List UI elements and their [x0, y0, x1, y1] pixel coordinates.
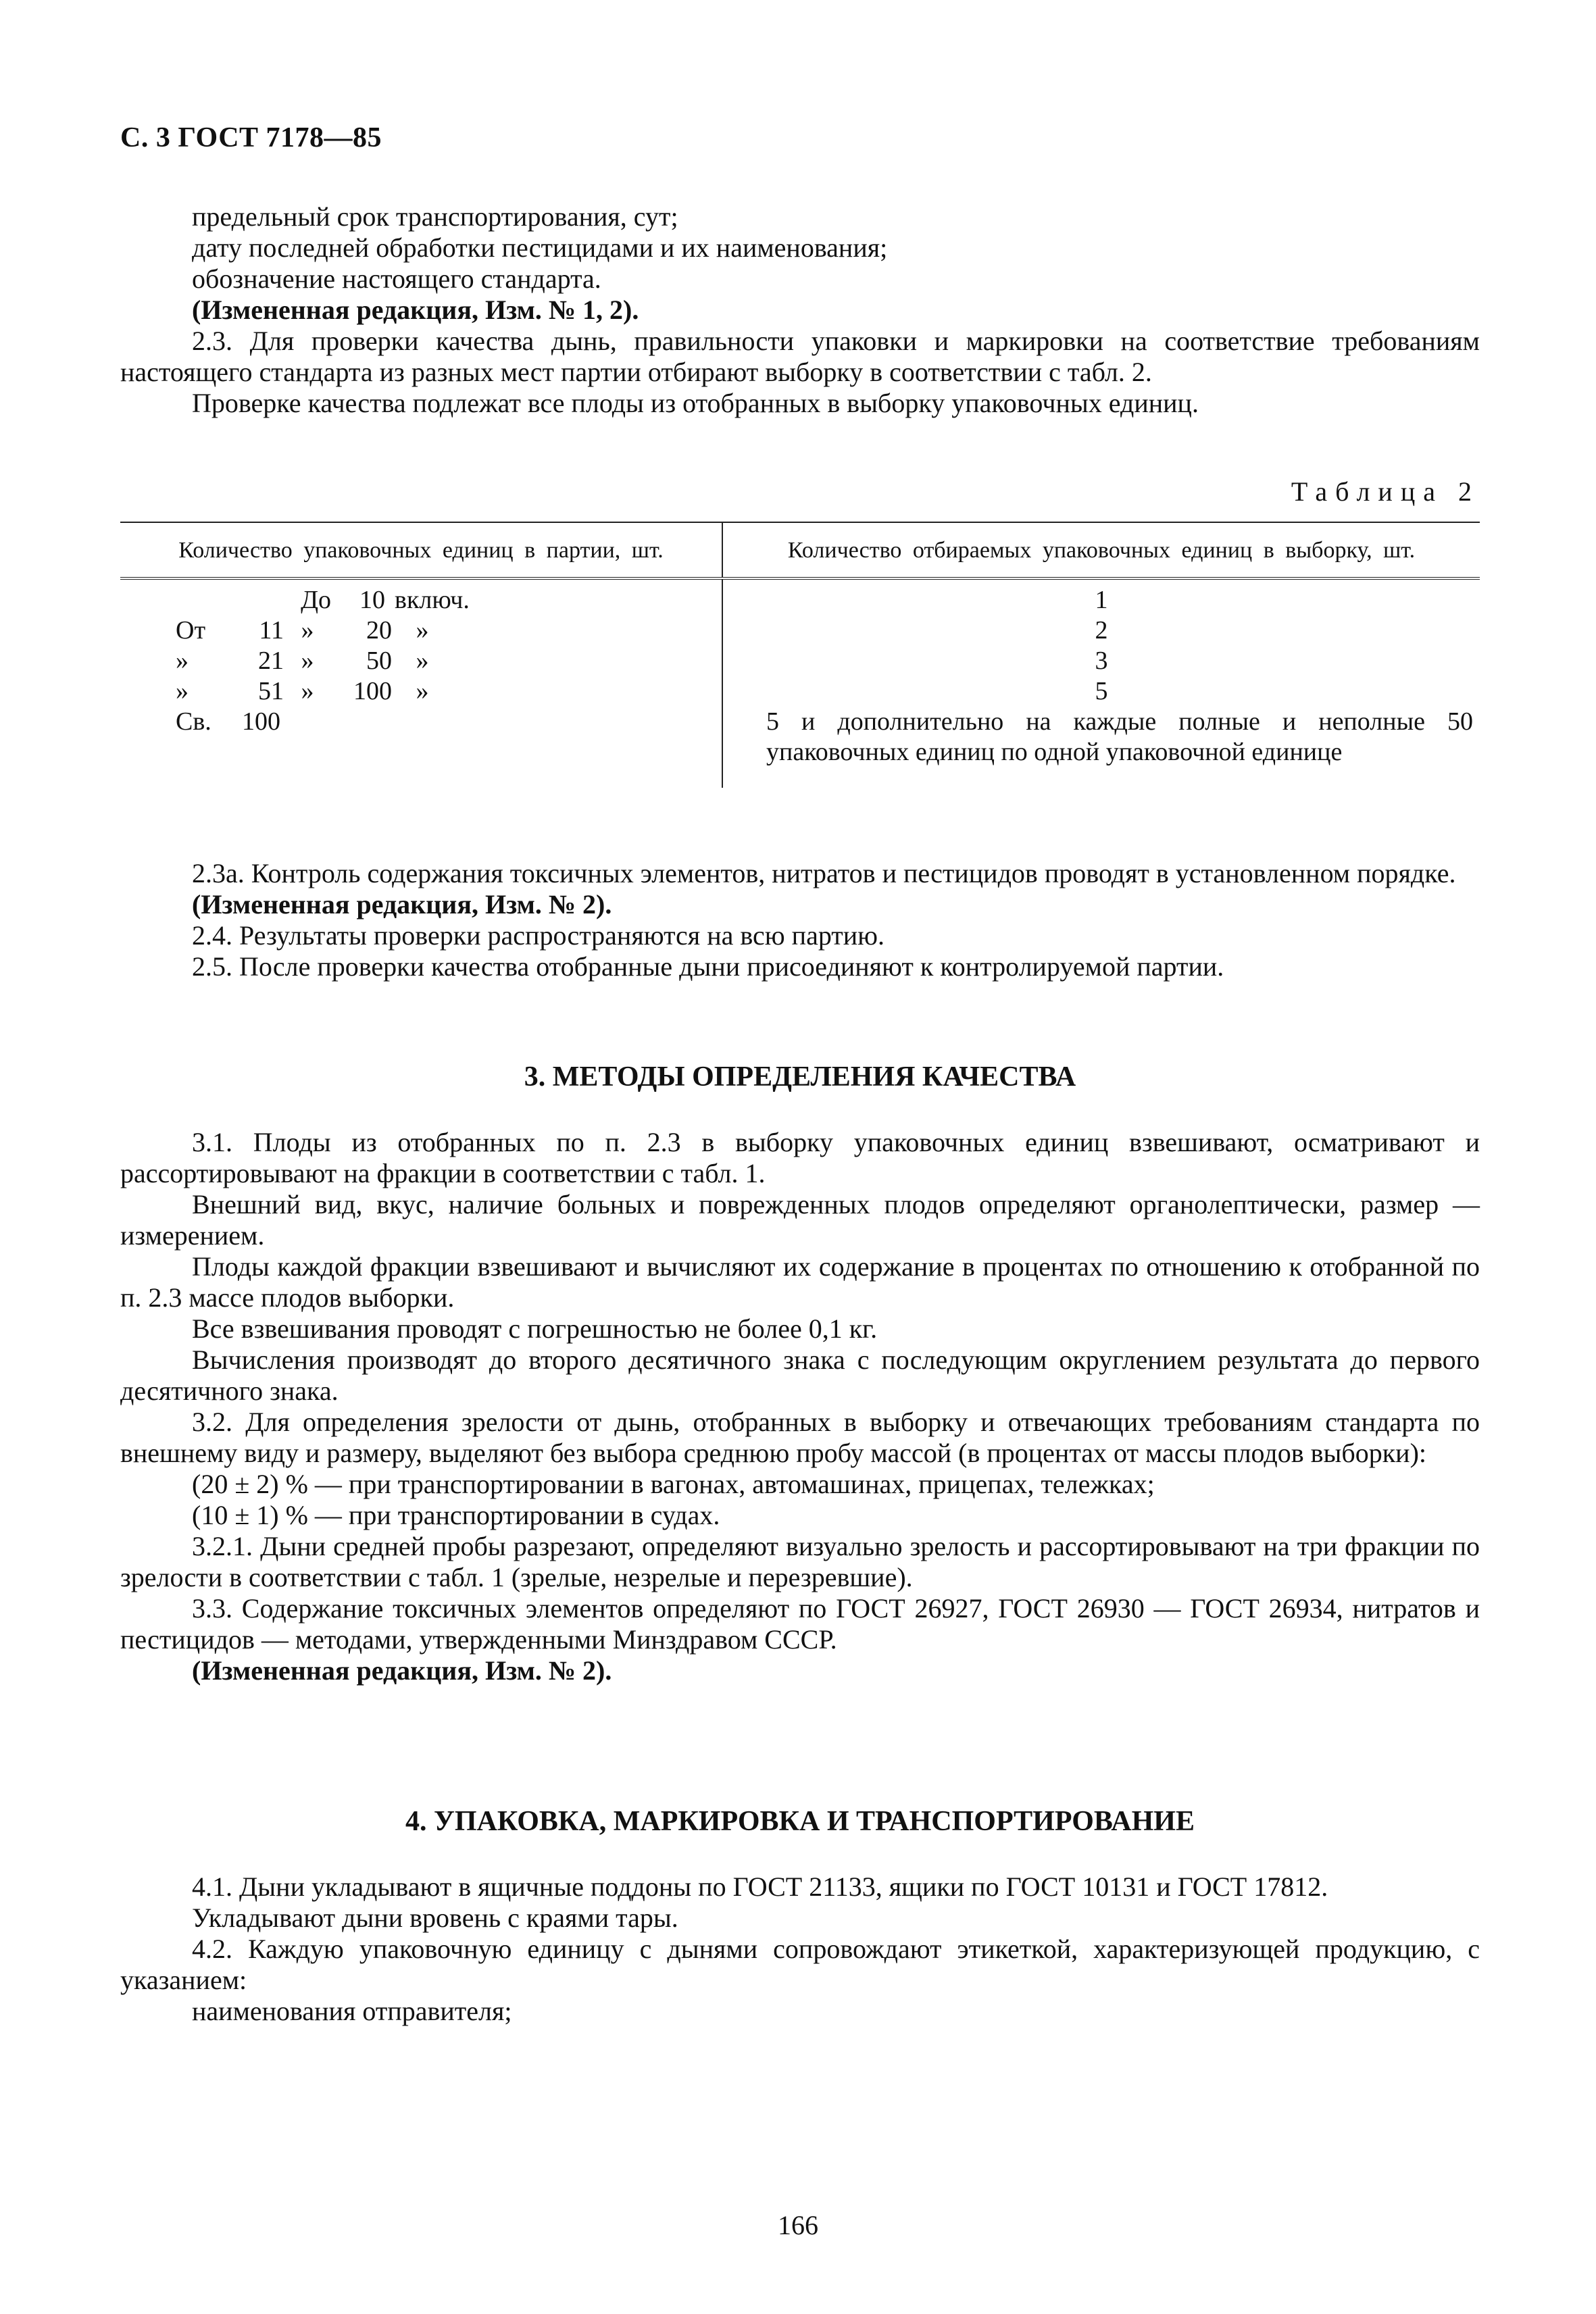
range-from: 11	[259, 616, 284, 645]
table-2	[120, 522, 1480, 788]
paragraph: Проверке качества подлежат все плоды из отобранных в выборку упаковочных единиц.	[192, 388, 1199, 418]
range-to: 50	[366, 647, 392, 675]
section-title: 4. УПАКОВКА, МАРКИРОВКА И ТРАНСПОРТИРОВАНИЕ	[405, 1806, 1195, 1837]
table-header-row	[120, 522, 1480, 578]
paragraph: 2.3. Для проверки качества дынь, правильности упаковки и маркировки на соответствие требованиям настоящего стандарта из разных мест партии отбирают выборку в соответствии с табл. 2.	[120, 326, 1480, 387]
column-header: Количество отбираемых упаковочных единиц в выборку, шт.	[787, 538, 1416, 563]
range-prefix: »	[176, 647, 189, 675]
paragraph: 2.3а. Контроль содержания токсичных элементов, нитратов и пестицидов проводят в установленном порядке.	[192, 858, 1456, 888]
top-block	[120, 201, 1480, 419]
paragraph: 2.4. Результаты проверки распространяются на всю партию.	[192, 920, 885, 951]
section-title: 3. МЕТОДЫ ОПРЕДЕЛЕНИЯ КАЧЕСТВА	[524, 1061, 1076, 1092]
page-number: 166	[778, 2210, 818, 2240]
table-cell-range	[120, 578, 722, 788]
table-caption: Таблица 2	[1291, 476, 1480, 507]
range-suffix: »	[416, 616, 429, 645]
range-suffix	[489, 585, 550, 615]
paragraph: 4.1. Дыни укладывают в ящичные поддоны по ГОСТ 21133, ящики по ГОСТ 10131 и ГОСТ 17812.	[192, 1871, 1328, 1902]
paragraph: Все взвешивания проводят с погрешностью не более 0,1 кг.	[192, 1313, 878, 1344]
section-3-body	[120, 1127, 1480, 1686]
range-sep: »	[301, 647, 314, 675]
paragraph: дату последней обработки пестицидами и их наименования;	[192, 232, 888, 263]
range-to: 100	[353, 677, 392, 705]
paragraph: 3.1. Плоды из отобранных по п. 2.3 в выборку упаковочных единиц взвешивают, осматривают и рассортировывают на фракции в соответствии с табл. 1.	[120, 1127, 1480, 1188]
paragraph: наименования отправителя;	[192, 1996, 512, 2026]
paragraph: Укладывают дыни вровень с краями тары.	[192, 1903, 678, 1933]
range-to: включ.	[395, 586, 470, 614]
paragraph: Внешний вид, вкус, наличие больных и поврежденных плодов определяют органолептически, размер — измерением.	[120, 1189, 1480, 1251]
range-from: 21	[258, 647, 284, 675]
range-prefix: Св.	[176, 707, 211, 736]
paragraph: 3.2.1. Дыни средней пробы разрезают, определяют визуально зрелость и рассортировывают на три фракции по зрелости в соответствии с табл. 1 (зрелые, незрелые и перезревшие).	[120, 1531, 1480, 1592]
table-cell-qty	[722, 578, 1480, 788]
paragraph: 2.5. После проверки качества отобранные дыни присоединяют к контролируемой партии.	[192, 951, 1224, 982]
column-header: Количество упаковочных единиц в партии, шт.	[120, 522, 722, 578]
amendment-note: (Измененная редакция, Изм. № 2).	[192, 1655, 612, 1686]
range-suffix: »	[416, 647, 429, 675]
range-row	[127, 615, 715, 646]
qty-value: 1	[1095, 586, 1108, 614]
range-row	[127, 646, 715, 676]
range-suffix: »	[416, 677, 429, 705]
table-row	[120, 578, 1480, 788]
amendment-note: (Измененная редакция, Изм. № 1, 2).	[192, 295, 639, 325]
qty-value: 5	[1095, 677, 1108, 705]
page-header: С. 3 ГОСТ 7178—85	[120, 122, 382, 153]
qty-value: 2	[1095, 616, 1108, 645]
amendment-note: (Измененная редакция, Изм. № 2).	[192, 889, 612, 920]
qty-value: 5 и дополнительно на каждые полные и неполные 50 упаковочных единиц по одной упаковочной единице	[766, 707, 1473, 766]
range-prefix: От	[176, 616, 206, 645]
range-sep: »	[301, 616, 314, 645]
range-sep: »	[301, 677, 314, 705]
range-prefix: »	[176, 677, 189, 705]
range-prefix	[127, 585, 236, 615]
paragraph: (20 ± 2) % — при транспортировании в вагонах, автомашинах, прицепах, тележках;	[192, 1469, 1155, 1499]
range-row	[127, 676, 715, 707]
range-from: До	[301, 586, 331, 614]
range-sep: 10	[359, 586, 385, 614]
paragraph: (10 ± 1) % — при транспортировании в судах.	[192, 1500, 720, 1530]
paragraph: 3.3. Содержание токсичных элементов определяют по ГОСТ 26927, ГОСТ 26930 — ГОСТ 26934, нитратов и пестицидов — методами, утвержденными Минздравом СССР.	[120, 1593, 1480, 1655]
mid-block	[120, 858, 1480, 982]
range-row	[127, 707, 715, 737]
range-row	[127, 585, 715, 615]
range-from: 51	[258, 677, 284, 705]
range-from: 100	[242, 707, 280, 736]
section-4-body	[120, 1871, 1480, 2027]
paragraph: Плоды каждой фракции взвешивают и вычисляют их содержание в процентах по отношению к отобранной по п. 2.3 массе плодов выборки.	[120, 1251, 1480, 1313]
paragraph: предельный срок транспортирования, сут;	[192, 201, 678, 232]
paragraph: Вычисления производят до второго десятичного знака с последующим округлением результата до первого десятичного знака.	[120, 1344, 1480, 1406]
paragraph: 4.2. Каждую упаковочную единицу с дынями сопровождают этикеткой, характеризующей продукцию, с указанием:	[120, 1934, 1480, 1995]
qty-value: 3	[1095, 647, 1108, 675]
range-to: 20	[366, 616, 392, 645]
paragraph: 3.2. Для определения зрелости от дынь, отобранных в выборку и отвечающих требованиям стандарта по внешнему виду и размеру, выделяют без выбора среднюю пробу массой (в процентах от массы плодов выборки):	[120, 1407, 1480, 1468]
paragraph: обозначение настоящего стандарта.	[192, 263, 601, 294]
